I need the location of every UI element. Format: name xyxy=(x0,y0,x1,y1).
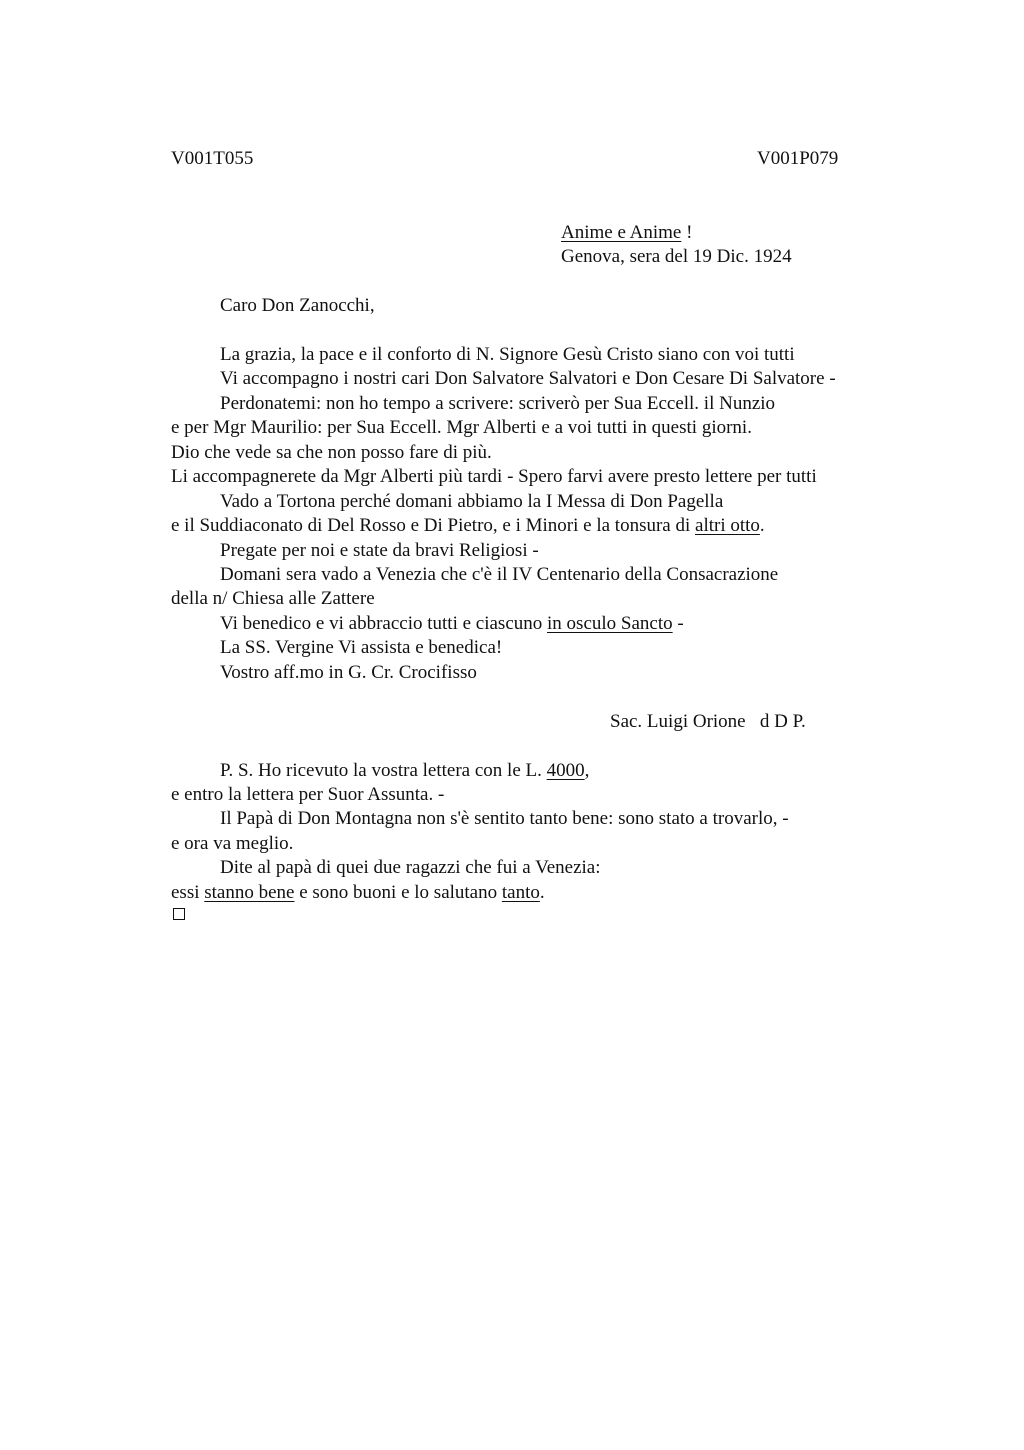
place-date: Genova, sera del 19 Dic. 1924 xyxy=(561,246,792,267)
empty-square-icon xyxy=(173,908,185,920)
body-text: . xyxy=(539,882,545,903)
header-right-code: V001P079 xyxy=(757,148,839,169)
body-line: Vi accompagno i nostri cari Don Salvatore Salvatori e Don Cesare Di Salvatore - xyxy=(220,368,836,389)
underlined-text: in osculo Sancto xyxy=(547,613,673,634)
body-line: e per Mgr Maurilio: per Sua Eccell. Mgr Alberti e a voi tutti in questi giorni. xyxy=(171,417,752,438)
body-text: e il Suddiaconato di Del Rosso e Di Pietro, e i Minori e la tonsura di xyxy=(171,515,696,536)
underlined-text: 4000 xyxy=(546,760,585,781)
body-line: La SS. Vergine Vi assista e benedica! xyxy=(220,637,503,658)
postscript-line: Dite al papà di quei due ragazzi che fui a Venezia: xyxy=(220,857,601,878)
body-text: P. S. Ho ricevuto la vostra lettera con le L. xyxy=(220,760,547,781)
body-text: essi xyxy=(171,882,205,903)
body-line xyxy=(171,514,765,538)
motto-punct: ! xyxy=(681,222,693,243)
underlined-text: tanto xyxy=(501,882,540,903)
body-line xyxy=(220,612,684,636)
body-line: della n/ Chiesa alle Zattere xyxy=(171,588,375,609)
body-text: - xyxy=(672,613,684,634)
motto-line xyxy=(561,221,692,245)
postscript-line: Il Papà di Don Montagna non s'è sentito tanto bene: sono stato a trovarlo, - xyxy=(220,808,789,829)
body-line: Dio che vede sa che non posso fare di più. xyxy=(171,442,492,463)
postscript-line: e entro la lettera per Suor Assunta. - xyxy=(171,784,445,805)
body-text: , xyxy=(584,760,590,781)
underlined-text: stanno bene xyxy=(204,882,295,903)
body-line: La grazia, la pace e il conforto di N. Signore Gesù Cristo siano con voi tutti xyxy=(220,344,795,365)
postscript-line xyxy=(220,759,589,783)
postscript-line xyxy=(171,881,545,905)
signature: Sac. Luigi Orione d D P. xyxy=(610,711,806,732)
underlined-text: altri otto xyxy=(695,515,760,536)
body-line: Perdonatemi: non ho tempo a scrivere: scriverò per Sua Eccell. il Nunzio xyxy=(220,393,776,414)
body-line: Li accompagnerete da Mgr Alberti più tardi - Spero farvi avere presto lettere per tutti xyxy=(171,466,817,487)
body-text: Vi benedico e vi abbraccio tutti e ciascuno xyxy=(220,613,548,634)
body-line: Vado a Tortona perché domani abbiamo la I Messa di Don Pagella xyxy=(220,491,724,512)
motto: Anime e Anime xyxy=(561,222,682,243)
header-left-code: V001T055 xyxy=(171,148,254,169)
body-text: e sono buoni e lo salutano xyxy=(294,882,502,903)
salutation: Caro Don Zanocchi, xyxy=(220,295,375,316)
postscript-line: e ora va meglio. xyxy=(171,833,294,854)
body-line: Vostro aff.mo in G. Cr. Crocifisso xyxy=(220,662,477,683)
body-line: Pregate per noi e state da bravi Religiosi - xyxy=(220,540,539,561)
body-text: . xyxy=(759,515,765,536)
body-line: Domani sera vado a Venezia che c'è il IV Centenario della Consacrazione xyxy=(220,564,779,585)
